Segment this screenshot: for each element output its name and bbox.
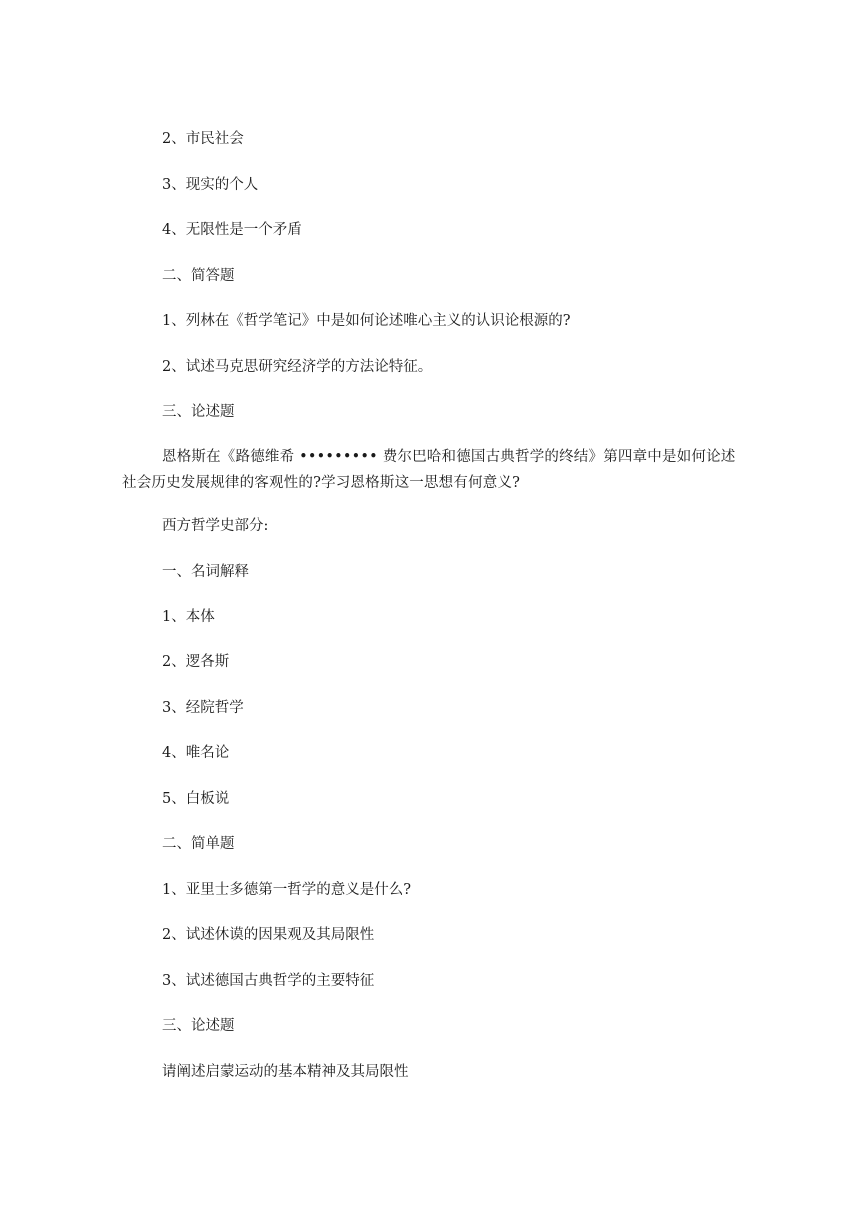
item-real-individual: 3、现实的个人 xyxy=(162,177,259,193)
term-nominalism: 4、唯名论 xyxy=(162,745,230,761)
term-logos: 2、逻各斯 xyxy=(162,654,230,670)
question-hume: 2、试述休谟的因果观及其局限性 xyxy=(162,927,375,943)
western-philosophy-heading: 西方哲学史部分: xyxy=(162,518,269,534)
section-heading-essay: 三、论述题 xyxy=(162,404,235,420)
question-enlightenment: 请阐述启蒙运动的基本精神及其局限性 xyxy=(162,1064,409,1080)
term-tabula-rasa: 5、白板说 xyxy=(162,791,230,807)
essay-question-engels: 恩格斯在《路德维希 ••••••••• 费尔巴哈和德国古典哲学的终结》第四章中是如何论述社会历史发展规律的客观性的?学习恩格斯这一思想有何意义? xyxy=(122,449,736,491)
question-german-classical: 3、试述德国古典哲学的主要特征 xyxy=(162,973,375,989)
item-civil-society: 2、市民社会 xyxy=(162,131,244,147)
section-heading-short-answer: 二、简答题 xyxy=(162,268,235,284)
section-heading-simple-questions: 二、简单题 xyxy=(162,836,235,852)
term-noumenon: 1、本体 xyxy=(162,609,215,625)
question-marx-method: 2、试述马克思研究经济学的方法论特征。 xyxy=(162,359,433,375)
term-scholasticism: 3、经院哲学 xyxy=(162,700,244,716)
section-heading-terms: 一、名词解释 xyxy=(162,564,249,580)
question-aristotle: 1、亚里士多德第一哲学的意义是什么? xyxy=(162,882,411,898)
item-infinity-contradiction: 4、无限性是一个矛盾 xyxy=(162,222,302,238)
question-lenin-notes: 1、列林在《哲学笔记》中是如何论述唯心主义的认识论根源的? xyxy=(162,313,571,329)
section-heading-essay-2: 三、论述题 xyxy=(162,1018,235,1034)
